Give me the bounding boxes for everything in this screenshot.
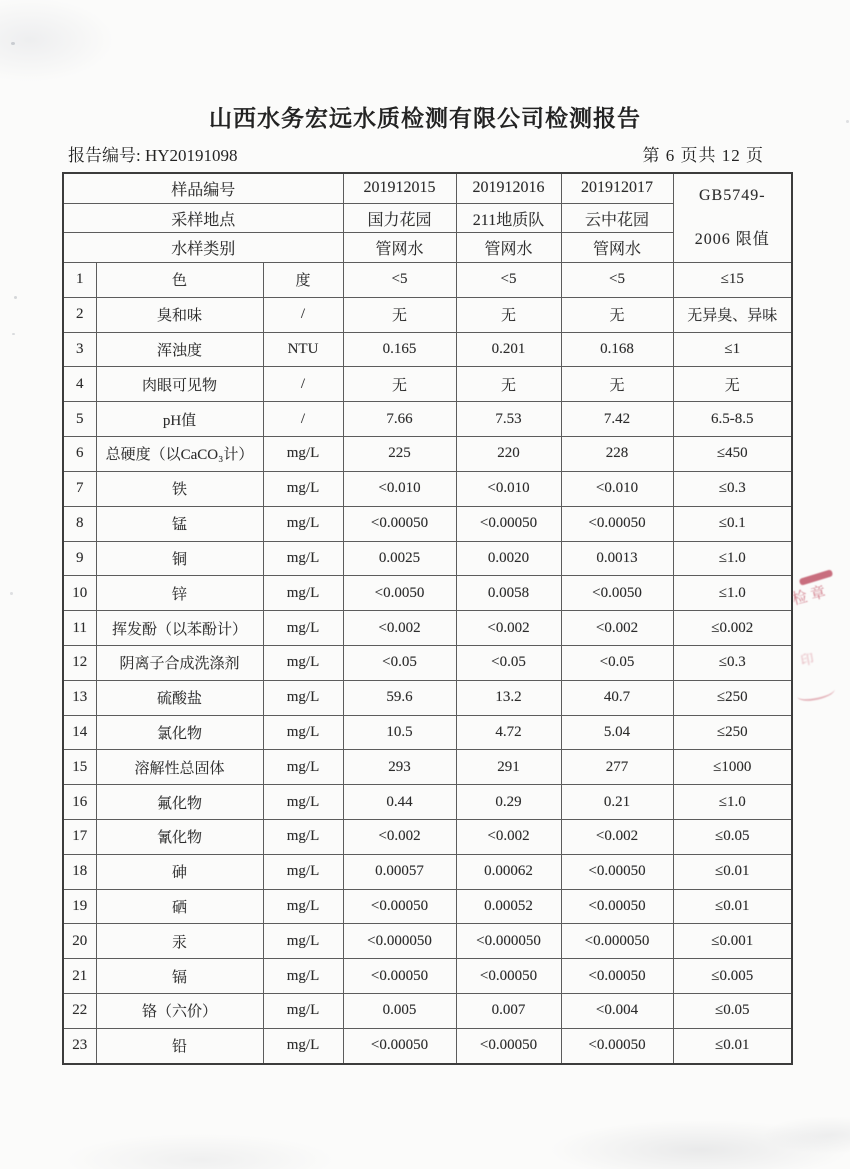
- limit-header-cell: [673, 173, 792, 263]
- sample3-value-cell: <0.00050: [561, 959, 673, 994]
- sample3-value-cell: 7.42: [561, 402, 673, 437]
- param-name-cell: 铁: [96, 471, 263, 506]
- limit-cell: ≤0.01: [673, 889, 792, 924]
- param-row: [63, 994, 792, 1029]
- sample3-value-cell: 228: [561, 437, 673, 472]
- limit-cell: ≤1.0: [673, 576, 792, 611]
- sample2-value-cell: <0.00050: [456, 959, 561, 994]
- unit-cell: NTU: [263, 332, 343, 367]
- sample2-value-cell: 0.0020: [456, 541, 561, 576]
- param-name-cell: 臭和味: [96, 297, 263, 332]
- sample3-value-cell: <5: [561, 263, 673, 298]
- param-name-cell: 氟化物: [96, 785, 263, 820]
- row-number-cell: 12: [63, 645, 96, 680]
- sample-no-label-cell: 样品编号: [63, 173, 343, 203]
- param-row: [63, 645, 792, 680]
- limit-cell: ≤1: [673, 332, 792, 367]
- unit-cell: mg/L: [263, 715, 343, 750]
- limit-cell: ≤0.01: [673, 1028, 792, 1064]
- report-number: 报告编号: HY20191098: [68, 146, 238, 165]
- water-type-cell: 管网水: [343, 233, 456, 263]
- sample1-value-cell: 59.6: [343, 680, 456, 715]
- unit-cell: mg/L: [263, 820, 343, 855]
- param-name-cell: pH值: [96, 402, 263, 437]
- param-row: [63, 611, 792, 646]
- unit-cell: /: [263, 297, 343, 332]
- sample1-value-cell: <0.000050: [343, 924, 456, 959]
- sample1-value-cell: <0.00050: [343, 959, 456, 994]
- page-title: 山西水务宏远水质检测有限公司检测报告: [209, 105, 641, 131]
- unit-cell: 度: [263, 263, 343, 298]
- unit-cell: mg/L: [263, 959, 343, 994]
- param-row: [63, 820, 792, 855]
- sample3-value-cell: <0.05: [561, 645, 673, 680]
- unit-cell: mg/L: [263, 611, 343, 646]
- table-header: [63, 173, 792, 263]
- sample2-value-cell: 0.0058: [456, 576, 561, 611]
- row-number-cell: 22: [63, 994, 96, 1029]
- scan-speck: [11, 42, 15, 45]
- sample1-value-cell: 无: [343, 367, 456, 402]
- limit-cell: ≤0.005: [673, 959, 792, 994]
- sample2-value-cell: 无: [456, 297, 561, 332]
- param-row: [63, 576, 792, 611]
- param-name-cell: 浑浊度: [96, 332, 263, 367]
- row-number-cell: 14: [63, 715, 96, 750]
- sample1-value-cell: 293: [343, 750, 456, 785]
- param-row: [63, 263, 792, 298]
- sample-no-cell: 201912017: [561, 173, 673, 203]
- sample1-value-cell: <0.010: [343, 471, 456, 506]
- row-number-cell: 10: [63, 576, 96, 611]
- param-name-cell: 氰化物: [96, 820, 263, 855]
- sample2-value-cell: 0.00062: [456, 854, 561, 889]
- report-meta-row: [68, 141, 764, 163]
- param-name-cell: 铬（六价）: [96, 994, 263, 1029]
- location-cell: 211地质队: [456, 203, 561, 233]
- sample3-value-cell: 0.0013: [561, 541, 673, 576]
- sample1-value-cell: 0.44: [343, 785, 456, 820]
- param-row: [63, 959, 792, 994]
- sample3-value-cell: <0.00050: [561, 506, 673, 541]
- scan-speck: [12, 333, 15, 335]
- sample2-value-cell: 7.53: [456, 402, 561, 437]
- sample3-value-cell: <0.0050: [561, 576, 673, 611]
- param-name-cell: 汞: [96, 924, 263, 959]
- param-row: [63, 367, 792, 402]
- sample3-value-cell: 无: [561, 367, 673, 402]
- unit-cell: mg/L: [263, 1028, 343, 1064]
- water-type-label-cell: 水样类别: [63, 233, 343, 263]
- param-row: [63, 541, 792, 576]
- row-number-cell: 1: [63, 263, 96, 298]
- sample1-value-cell: <5: [343, 263, 456, 298]
- sample3-value-cell: <0.00050: [561, 1028, 673, 1064]
- sample2-value-cell: <0.002: [456, 820, 561, 855]
- param-name-cell: 锌: [96, 576, 263, 611]
- param-name-cell: 镉: [96, 959, 263, 994]
- sample1-value-cell: <0.002: [343, 611, 456, 646]
- sample1-value-cell: <0.0050: [343, 576, 456, 611]
- limit-cell: 无异臭、异味: [673, 297, 792, 332]
- row-number-cell: 8: [63, 506, 96, 541]
- limit-cell: ≤1000: [673, 750, 792, 785]
- unit-cell: mg/L: [263, 994, 343, 1029]
- row-number-cell: 2: [63, 297, 96, 332]
- sample2-value-cell: 13.2: [456, 680, 561, 715]
- limit-cell: ≤450: [673, 437, 792, 472]
- param-name-cell: 肉眼可见物: [96, 367, 263, 402]
- row-number-cell: 19: [63, 889, 96, 924]
- sample3-value-cell: <0.002: [561, 611, 673, 646]
- red-stamp-faint-mark: 印: [799, 651, 815, 669]
- row-number-cell: 23: [63, 1028, 96, 1064]
- limit-cell: ≤250: [673, 680, 792, 715]
- limit-cell: ≤0.001: [673, 924, 792, 959]
- param-name-cell: 硫酸盐: [96, 680, 263, 715]
- sample-no-cell: 201912016: [456, 173, 561, 203]
- sample2-value-cell: 0.201: [456, 332, 561, 367]
- row-number-cell: 6: [63, 437, 96, 472]
- param-row: [63, 680, 792, 715]
- sample1-value-cell: <0.00050: [343, 506, 456, 541]
- row-number-cell: 4: [63, 367, 96, 402]
- sample2-value-cell: <0.05: [456, 645, 561, 680]
- sample2-value-cell: <0.00050: [456, 1028, 561, 1064]
- limit-cell: 6.5-8.5: [673, 402, 792, 437]
- sample3-value-cell: 40.7: [561, 680, 673, 715]
- row-number-cell: 15: [63, 750, 96, 785]
- sample1-value-cell: 0.005: [343, 994, 456, 1029]
- limit-cell: ≤0.002: [673, 611, 792, 646]
- scan-speck: [10, 592, 13, 595]
- limit-cell: 无: [673, 367, 792, 402]
- param-row: [63, 471, 792, 506]
- sample3-value-cell: 0.21: [561, 785, 673, 820]
- param-name-cell: 硒: [96, 889, 263, 924]
- unit-cell: mg/L: [263, 889, 343, 924]
- sample2-value-cell: 0.007: [456, 994, 561, 1029]
- param-name-cell: 挥发酚（以苯酚计）: [96, 611, 263, 646]
- param-name-cell: 色: [96, 263, 263, 298]
- sample3-value-cell: 0.168: [561, 332, 673, 367]
- param-row: [63, 332, 792, 367]
- param-name-cell: 氯化物: [96, 715, 263, 750]
- param-name-cell: 铜: [96, 541, 263, 576]
- unit-cell: mg/L: [263, 785, 343, 820]
- red-stamp-curve: [796, 683, 836, 702]
- unit-cell: mg/L: [263, 854, 343, 889]
- limit-cell: ≤0.05: [673, 994, 792, 1029]
- sample1-value-cell: 0.0025: [343, 541, 456, 576]
- sample3-value-cell: <0.002: [561, 820, 673, 855]
- param-row: [63, 785, 792, 820]
- row-number-cell: 11: [63, 611, 96, 646]
- sample2-value-cell: <0.010: [456, 471, 561, 506]
- header-row-sample-no: [63, 173, 792, 203]
- sample2-value-cell: 4.72: [456, 715, 561, 750]
- param-name-cell: 阴离子合成洗涤剂: [96, 645, 263, 680]
- sample2-value-cell: <0.00050: [456, 506, 561, 541]
- param-row: [63, 402, 792, 437]
- location-cell: 云中花园: [561, 203, 673, 233]
- param-name-cell: 铅: [96, 1028, 263, 1064]
- row-number-cell: 7: [63, 471, 96, 506]
- limit-cell: ≤15: [673, 263, 792, 298]
- sample1-value-cell: <0.00050: [343, 1028, 456, 1064]
- unit-cell: mg/L: [263, 437, 343, 472]
- unit-cell: mg/L: [263, 924, 343, 959]
- limit-cell: ≤0.1: [673, 506, 792, 541]
- unit-cell: /: [263, 402, 343, 437]
- param-row: [63, 889, 792, 924]
- sample3-value-cell: <0.010: [561, 471, 673, 506]
- sample1-value-cell: <0.00050: [343, 889, 456, 924]
- limit-cell: ≤1.0: [673, 541, 792, 576]
- unit-cell: mg/L: [263, 576, 343, 611]
- water-type-cell: 管网水: [456, 233, 561, 263]
- unit-cell: mg/L: [263, 750, 343, 785]
- limit-header-line2: 2006 限值: [694, 231, 770, 248]
- limit-header-text: [676, 174, 790, 262]
- scan-speck: [14, 296, 17, 299]
- location-label-cell: 采样地点: [63, 203, 343, 233]
- sample3-value-cell: <0.00050: [561, 854, 673, 889]
- sample2-value-cell: 无: [456, 367, 561, 402]
- sample1-value-cell: <0.05: [343, 645, 456, 680]
- row-number-cell: 16: [63, 785, 96, 820]
- sample1-value-cell: <0.002: [343, 820, 456, 855]
- row-number-cell: 9: [63, 541, 96, 576]
- limit-header-line1: GB5749-: [698, 187, 766, 204]
- param-row: [63, 750, 792, 785]
- param-row: [63, 1028, 792, 1064]
- param-row: [63, 437, 792, 472]
- sample2-value-cell: 0.00052: [456, 889, 561, 924]
- unit-cell: mg/L: [263, 506, 343, 541]
- unit-cell: /: [263, 367, 343, 402]
- limit-cell: ≤0.3: [673, 645, 792, 680]
- sample1-value-cell: 无: [343, 297, 456, 332]
- sample1-value-cell: 7.66: [343, 402, 456, 437]
- sample3-value-cell: 5.04: [561, 715, 673, 750]
- sample3-value-cell: <0.004: [561, 994, 673, 1029]
- sample3-value-cell: 277: [561, 750, 673, 785]
- param-name-cell: 锰: [96, 506, 263, 541]
- limit-cell: ≤0.3: [673, 471, 792, 506]
- row-number-cell: 18: [63, 854, 96, 889]
- param-row: [63, 924, 792, 959]
- sample2-value-cell: <5: [456, 263, 561, 298]
- limit-cell: ≤1.0: [673, 785, 792, 820]
- sample1-value-cell: 225: [343, 437, 456, 472]
- param-row: [63, 506, 792, 541]
- params-tbody: [63, 263, 792, 1065]
- sample1-value-cell: 0.165: [343, 332, 456, 367]
- sample2-value-cell: <0.002: [456, 611, 561, 646]
- sample3-value-cell: 无: [561, 297, 673, 332]
- sample2-value-cell: <0.000050: [456, 924, 561, 959]
- row-number-cell: 13: [63, 680, 96, 715]
- limit-cell: ≤250: [673, 715, 792, 750]
- param-row: [63, 715, 792, 750]
- water-quality-table: [62, 172, 793, 1065]
- unit-cell: mg/L: [263, 541, 343, 576]
- row-number-cell: 3: [63, 332, 96, 367]
- water-type-cell: 管网水: [561, 233, 673, 263]
- param-row: [63, 854, 792, 889]
- sample1-value-cell: 0.00057: [343, 854, 456, 889]
- sample2-value-cell: 291: [456, 750, 561, 785]
- param-row: [63, 297, 792, 332]
- red-stamp-fragment: 检 章: [790, 584, 828, 609]
- limit-cell: ≤0.01: [673, 854, 792, 889]
- row-number-cell: 17: [63, 820, 96, 855]
- sample3-value-cell: <0.00050: [561, 889, 673, 924]
- param-name-cell: 溶解性总固体: [96, 750, 263, 785]
- unit-cell: mg/L: [263, 645, 343, 680]
- page-indicator: 第 6 页共 12 页: [642, 146, 764, 165]
- sample-no-cell: 201912015: [343, 173, 456, 203]
- row-number-cell: 20: [63, 924, 96, 959]
- row-number-cell: 5: [63, 402, 96, 437]
- row-number-cell: 21: [63, 959, 96, 994]
- limit-cell: ≤0.05: [673, 820, 792, 855]
- sample2-value-cell: 0.29: [456, 785, 561, 820]
- scan-speck: [846, 120, 849, 123]
- param-name-cell: 砷: [96, 854, 263, 889]
- param-name-cell: 总硬度（以CaCO₃计）: [96, 437, 263, 472]
- sample2-value-cell: 220: [456, 437, 561, 472]
- sample1-value-cell: 10.5: [343, 715, 456, 750]
- unit-cell: mg/L: [263, 471, 343, 506]
- unit-cell: mg/L: [263, 680, 343, 715]
- location-cell: 国力花园: [343, 203, 456, 233]
- sample3-value-cell: <0.000050: [561, 924, 673, 959]
